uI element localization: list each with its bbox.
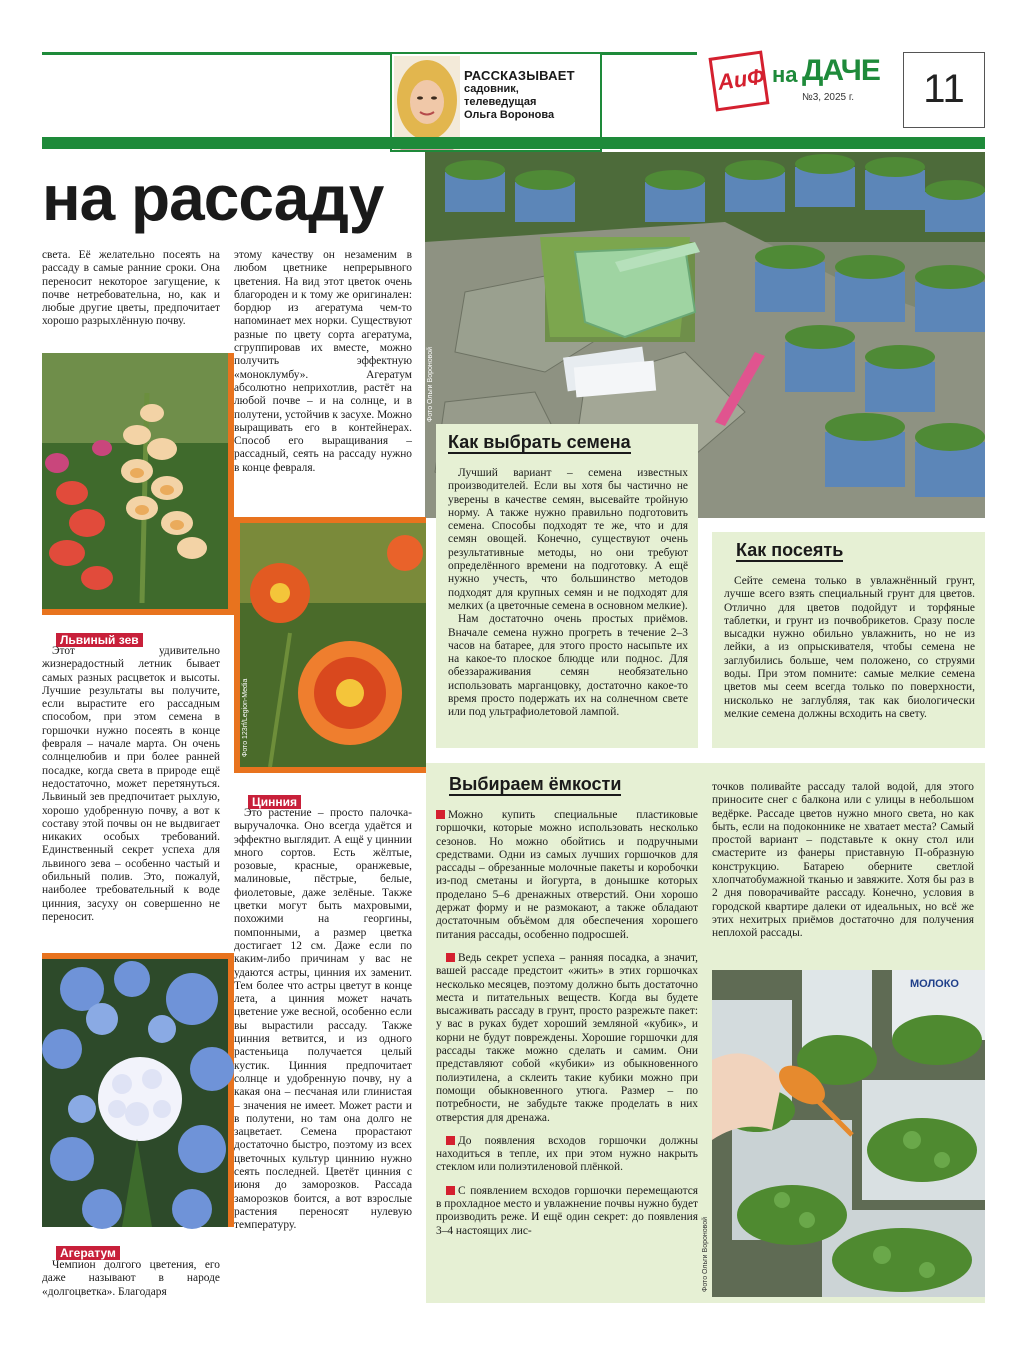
containers-left-col xyxy=(436,809,698,1238)
zinnia-text-block xyxy=(234,807,412,1233)
logo-dache: ДАЧЕ xyxy=(802,54,880,87)
issue-number: №3, 2025 г. xyxy=(802,92,855,103)
zinnia-title: Цинния xyxy=(248,795,301,809)
choose-seeds-title: Как выбрать семена xyxy=(448,432,631,452)
page-headline: на рассаду xyxy=(42,162,384,234)
milk-carton-label: МОЛОКО xyxy=(910,978,959,990)
kicker-line-1: садовник, xyxy=(464,83,519,95)
zinnia-photo xyxy=(234,517,426,773)
containers-p3: До появления всходов горшочки должны находиться в тепле, их при этом нужно накрыть стеклом или полиэтиленовой плёнкой. xyxy=(436,1134,698,1174)
snapdragon-text-block xyxy=(42,645,220,924)
choose-seeds-box xyxy=(436,424,698,748)
bullet-square-icon xyxy=(436,810,445,819)
ageratum-title: Агератум xyxy=(56,1246,120,1260)
ageratum-photo xyxy=(42,953,234,1227)
snapdragon-text: Этот удивительно жизнерадостный летник бывает самых разных расцветок и высоты. Лучшие результаты вы получите, если вырастите его рассадным способом, при этом семена в горшочки нужно посеять в конце февраля – начале марта. Он очень солнцелюбив и при более ранней посадке, когда света в природе ещё недостаточно, может перетянуться. Львиный зев предпочитает рыхлую, хорошо удобренную почву, а вот к составу этой почвы он не выдвигает никаких особых требований. Единственный секрет успеха для львиного зева – особенно частый и обильный полив. Это, пожалуй, наиболее требовательный к воде цинния, засуху он совершенно не переносит. xyxy=(42,645,220,923)
containers-p1: Можно купить специальные пластиковые горшочки, которые можно использовать несколько сезонов. Но можно обойтись и подручными средствами. Одни из самых лучших горшочков для рассады – обрезанные молочные пакеты и коробочки из-под сметаны и йогурта, в донышке которых проделано 5–6 дренажных отверстий. Они хорошо держат форму и не размокают, а также обладают достаточным объёмом для обеспечения хорошего питания рассады, особенно подросшей. xyxy=(436,809,698,941)
zinnia-photo-credit: Фото 123rf/Legion-Media xyxy=(242,678,249,757)
containers-right-col xyxy=(712,781,974,941)
how-sow-box xyxy=(712,532,985,748)
col1-top-text xyxy=(42,249,220,329)
containers-right-text: точков поливайте рассаду талой водой, для этого приносите снег с балкона или с улицы в небольшом ведёрке. Рассаде цветов нужно много света, но как быть, если на подоконнике не хватает места? Самый простой вариант – подставьте к окну стол или смастерите из фанеры приставную П-образную конструкцию. Батарею оберните светлой хлопчатобумажной тканью и завяжите. Хотя бы раз в 2 дня поворачивайте рассаду. Конечно, условия в городской квартире далеки от идеальных, но всё же этих нехитрых приёмов достаточно для получения неплохой рассады. xyxy=(712,781,974,940)
snapdragon-photo xyxy=(42,353,234,615)
kicker-label: РАССКАЗЫВАЕТ xyxy=(464,68,575,83)
page-number-box xyxy=(903,52,985,128)
containers-title: Выбираем ёмкости xyxy=(449,774,622,794)
col2-top-paragraph: этому качеству он незаменим в любом цветнике непрерывного цветения. На вид этот цветок очень благороден и к тому же оригинален: бордюр из агератума чем-то напоминает мех норки. Существуют разные по цвету сорта агератума, сгруппировав их вместе, можно получить эффектную «моноклумбу». Агератум абсолютно неприхотлив, растёт на любой почве – и на солнце, и в полутени, устойчив к засухе. Можно выращивать его в контейнерах. Способ его выращивания – рассадный, сеять на рассаду нужно в конце февраля. xyxy=(234,249,412,474)
choose-seeds-p1: Лучший вариант – семена известных производителей. Если вы хотя бы частично не уверены в качестве семян, высевайте тройную норму. А также нужно правильно подготовить семена. Способы подходят те же, что и для семян овощей. Конечно, существуют очень результативные методы, но они требуют определённого времени на подготовку. А ещё нужно учесть, что большинство методов подходят для крупных семян и не подходят для мелких (а цветочные семена в основном мелкие). xyxy=(448,467,688,612)
aif-logo xyxy=(709,51,770,112)
bullet-square-icon xyxy=(446,1136,455,1145)
page-number: 11 xyxy=(923,67,965,111)
containers-p4: С появлением всходов горшочки перемещаются в прохладное место и увлажнение почвы нужно будет производить реже. И ещё один секрет: до появления 3–4 настоящих лис- xyxy=(436,1184,698,1237)
containers-p2: Ведь секрет успеха – ранняя посадка, а значит, вашей рассаде предстоит «жить» в этих горшочках несколько месяцев, поэтому должно быть достаточно места и питательных веществ. Когда вы будете высаживать рассаду в грунт, просто разрежьте пакет: у вас в руках будет хороший земляной «кубик», и корни не будут повреждены. Хорошие горшочки для рассады также можно сделать и самим. Они представляют собой «кубики» из обыкновенного полиэтилена, а склеить такие кубики можно при помощи обыкновенного утюга. Размер – по потребности, не забудьте также проделать в них отверстия для дренажа. xyxy=(436,951,698,1124)
how-sow-text: Сейте семена только в увлажнённый грунт, лучше всего взять специальный грунт для цветов. Отлично для цветов подойдут и торфяные таблетки, и грунт из почвобрикетов. Сразу после высадки нужно обильно увлажнить, но не из лейки, а из опрыскивателя, чтобы семена не заглубились больше, чем положено, со струями воды. При этом помните: самые мелкие семена цветов мы сеем всегда только по поверхности, нисколько не заглубляя, так как биологически мелкие семена должны всходить на свету. xyxy=(724,575,975,720)
choose-seeds-p2: Нам достаточно очень простых приёмов. Вначале семена нужно прогреть в течение 2–3 часов на батарее, для этого просто насыпьте их на какое-то плоское блюдце или поднос. Для обеззараживания семян необязательно использовать марганцовку, достаточно какое-то время просто подержать их на солнечном свете или под ультрафиолетовой лампой. xyxy=(448,613,688,719)
header-green-bar xyxy=(42,137,985,149)
logo-na: на xyxy=(772,62,798,87)
bottom-photo-credit: Фото Ольги Вороновой xyxy=(702,1216,709,1292)
masthead-logo xyxy=(712,54,892,112)
containers-title-wrap xyxy=(449,774,621,796)
how-sow-title: Как посеять xyxy=(736,540,844,560)
milk-carton-seedlings-photo xyxy=(702,970,985,1297)
ageratum-text-block xyxy=(42,1259,220,1299)
kicker-line-3: Ольга Воронова xyxy=(464,109,555,121)
main-photo-credit: Фото Ольги Вороновой xyxy=(427,346,434,422)
author-portrait xyxy=(394,56,460,150)
snapdragon-title: Львиный зев xyxy=(56,633,143,647)
col2-top-text xyxy=(234,249,412,475)
ageratum-text: Чемпион долгого цветения, его даже называют в народе «долгоцветка». Благодаря xyxy=(42,1259,220,1298)
zinnia-text: Это растение – просто палочка-выручалочка. Оно всегда удаётся и эффектно выглядит. А ещё у циннии много сортов. Есть жёлтые, розовые, красные, оранжевые, малиновые, пёстрые, белые, фиолетовые, даже зелёные. Также цветки могут быть махровыми, похожими на георгины, помпонными, а размер цветка достигает 12 см. Даже если по каким-либо причинам у вас не удаются астры, цинния их заменит. Тем более что астры цветут в конце лета, а цинния может начать цветение уже весной, особенно если вы вырастили рассаду. Также цинния ветвится, и из одного растеньица получается целый кустик. Цинния предпочитает солнце и удобренную почву, ну а какая она – песчаная или глинистая – значения не имеет. Может расти и в полутени, но там она долго не зацветает. Семена прорастают достаточно быстро, поэтому из всех цветочных культур циннию нужно сеять последней. Цветёт цинния с июня до заморозков. Рассада заморозков боится, а вот взрослые растения переносят нулевую температуру. xyxy=(234,807,412,1232)
col1-top-paragraph: света. Её желательно посеять на рассаду в самые ранние сроки. Она переносит некоторое загущение, к почве нетребовательна, но, как и любые другие цветы, предпочитает хорошо разрыхлённую почву. xyxy=(42,249,220,328)
kicker-line-2: телеведущая xyxy=(464,96,537,108)
bullet-square-icon xyxy=(446,1186,455,1195)
aif-logo-text: АиФ xyxy=(716,63,766,95)
bullet-square-icon xyxy=(446,953,455,962)
